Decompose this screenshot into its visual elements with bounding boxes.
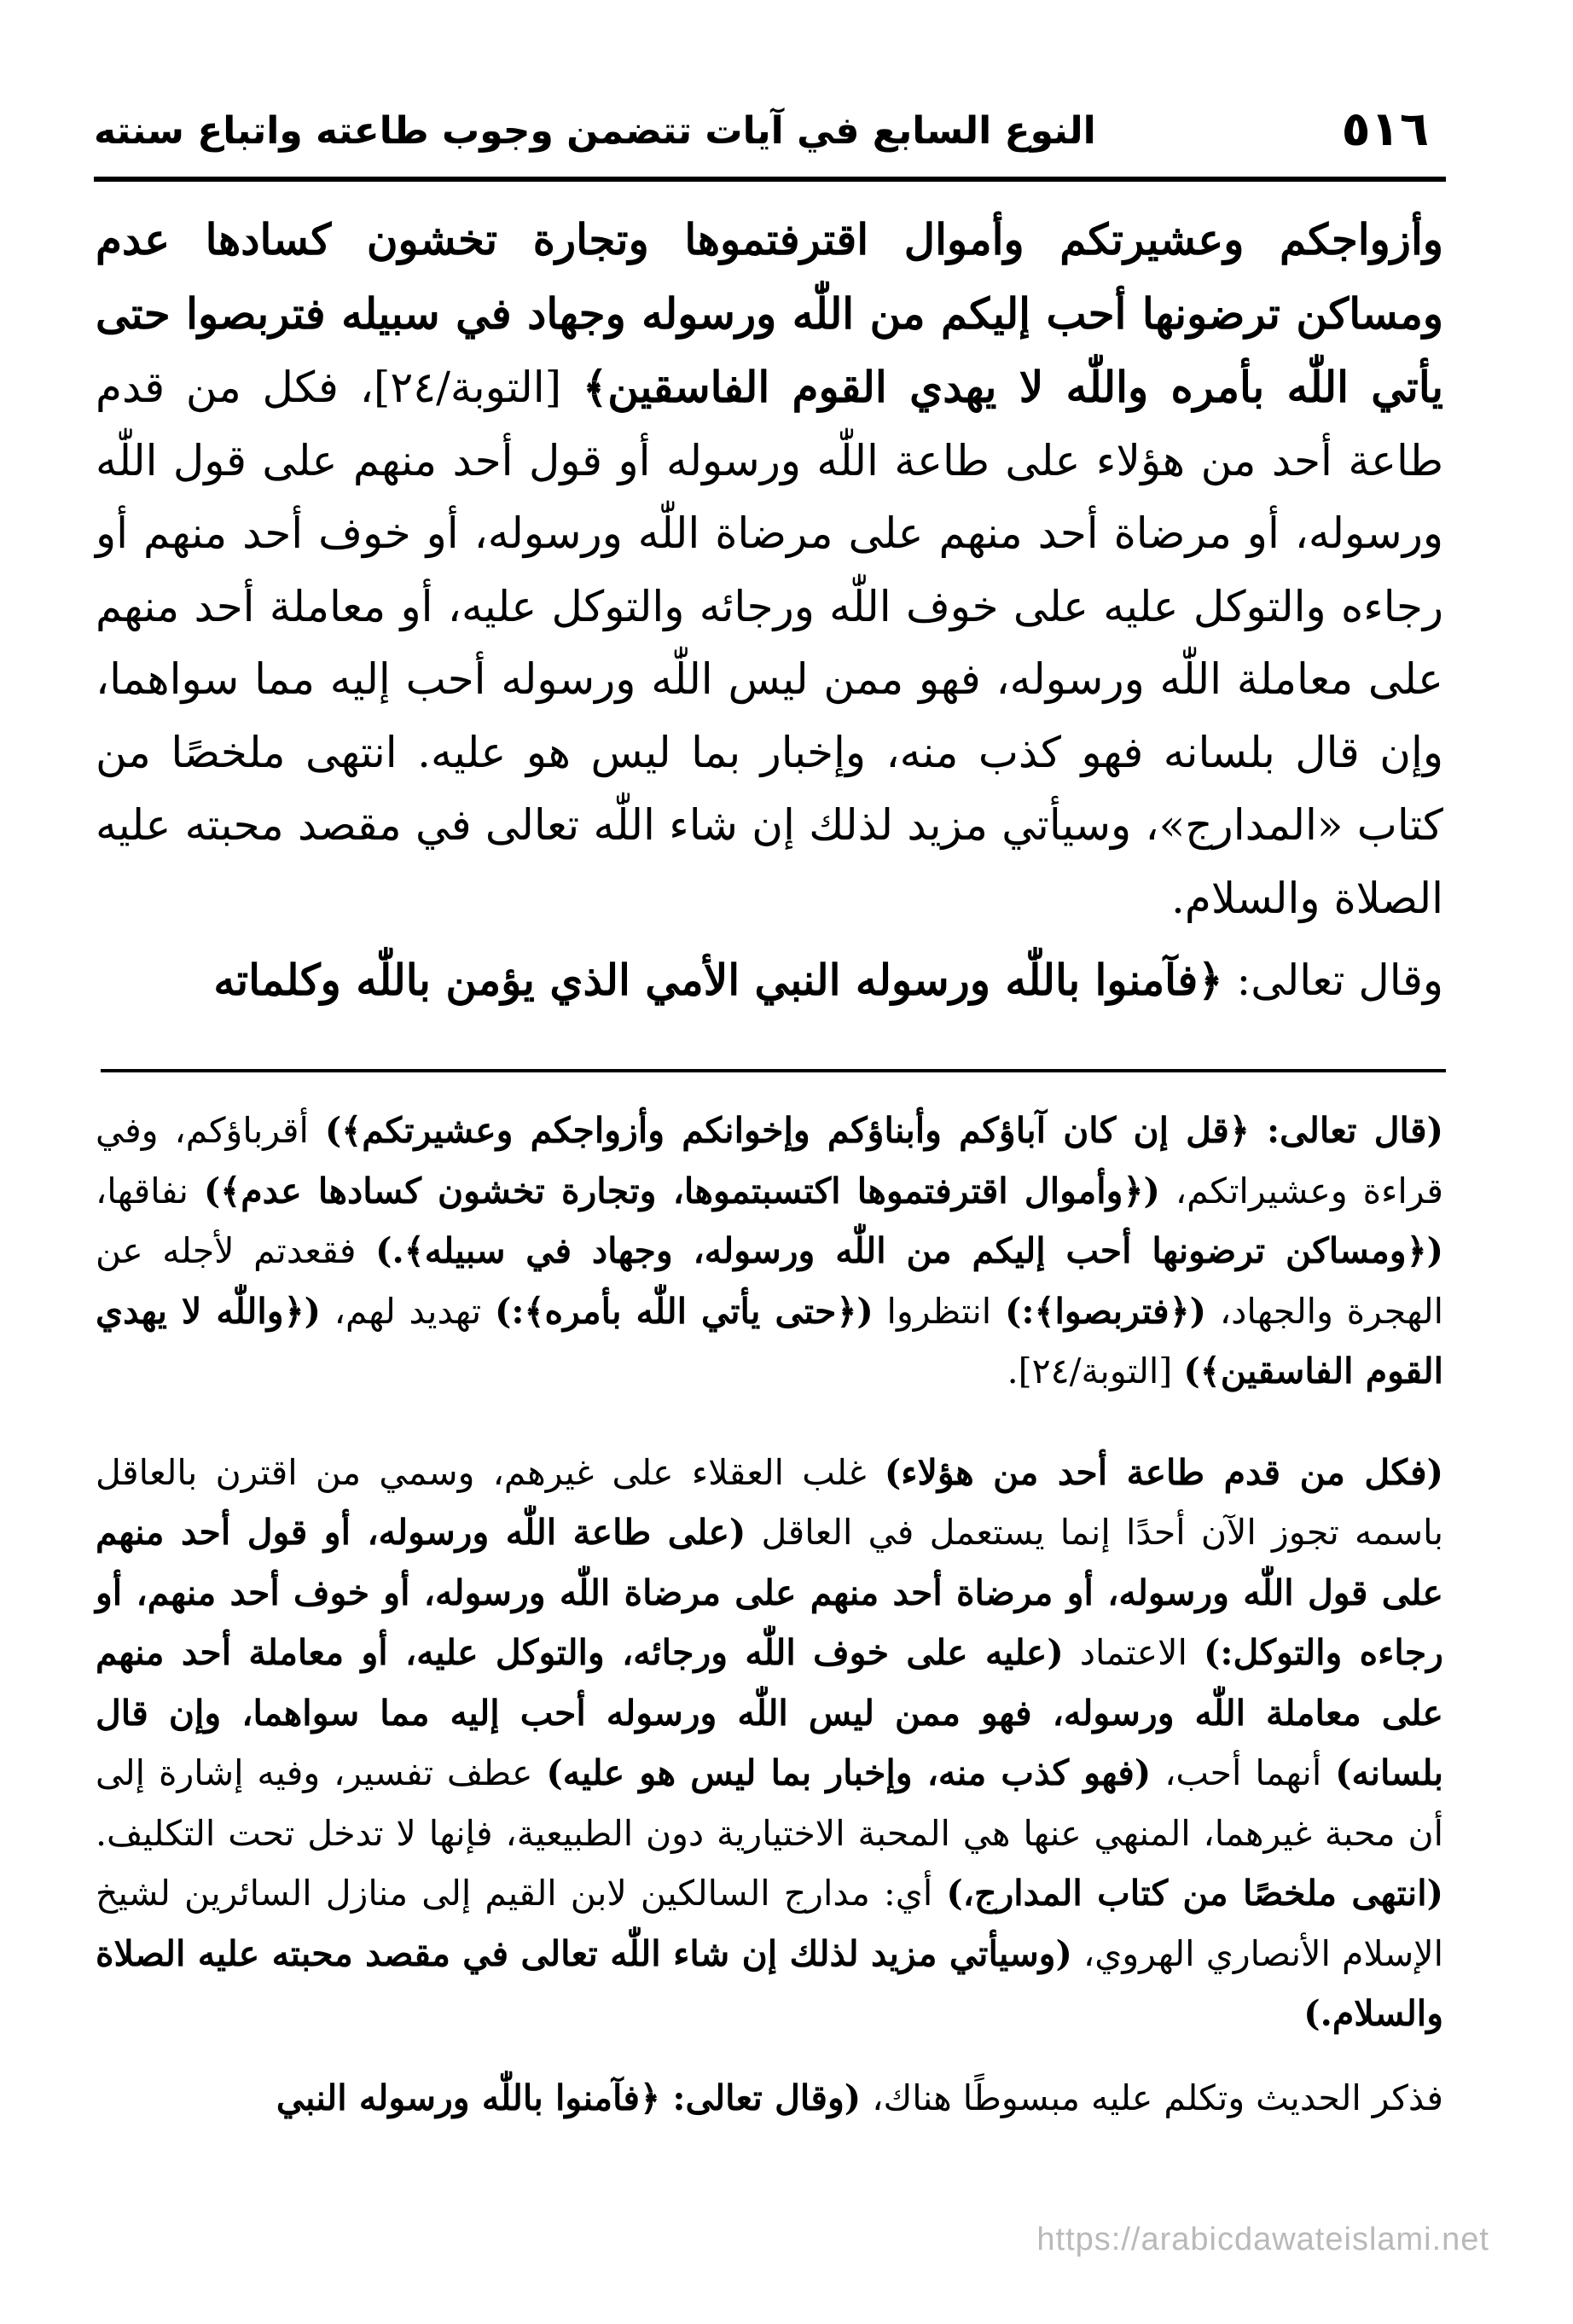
- quran-verse: ﴿فآمنوا باللّٰه ورسوله النبي الأمي الذي يؤمن باللّٰه وكلماته: [213, 955, 1223, 1005]
- main-text: [96, 203, 1443, 1018]
- quoted-text: (﴿فتربصوا﴾:): [1004, 1290, 1207, 1332]
- explanation-text: فقعدتم لأجله عن الهجرة والجهاد،: [96, 1230, 1443, 1332]
- commentary-text: [96, 1101, 1443, 2128]
- quoted-text: (﴿حتى يأتي اللّٰه بأمره﴾:): [494, 1290, 874, 1332]
- quoted-text: (﴿ومساكن ترضونها أحب إليكم من اللّٰه ورسوله، وجهاد في سبيله﴾.): [375, 1230, 1443, 1271]
- quoted-text: (وقال تعالى: ﴿فآمنوا باللّٰه ورسوله النبي: [276, 2077, 862, 2118]
- quoted-text: (وسيأتي مزيد لذلك إن شاء اللّٰه تعالى في مقصد محبته عليه الصلاة والسلام.): [96, 1932, 1443, 2034]
- watermark-url: https://arabicdawateislami.net: [1036, 2222, 1489, 2257]
- main-paragraph: [96, 944, 1443, 1018]
- explanation-text: أنهما أحب،: [1151, 1752, 1336, 1793]
- main-text-run: وقال تعالى:: [1222, 956, 1443, 1005]
- commentary-paragraph: [96, 1101, 1443, 1402]
- explanation-text: غلب العقلاء على غيرهم، وسمي من اقترن بالعاقل باسمه تجوز الآن أحدًا إنما يستعمل في العاقل: [96, 1451, 1443, 1553]
- page-number: ٥١٦: [1341, 102, 1429, 157]
- quoted-text: (قال تعالى: ﴿قل إن كان آباؤكم وأبناؤكم وإخوانكم وأزواجكم وعشيرتكم﴾): [324, 1110, 1443, 1151]
- explanation-text: الاعتماد: [1063, 1632, 1204, 1673]
- commentary-paragraph: [96, 2068, 1443, 2129]
- explanation-text: انتظروا: [873, 1290, 1005, 1332]
- main-paragraph: [96, 203, 1443, 935]
- header-rule: [94, 177, 1446, 182]
- quoted-text: (على طاعة اللّٰه ورسوله، أو قول أحد منهم على قول اللّٰه ورسوله، أو مرضاة أحد منهم على مرضاة اللّٰه ورسوله، أو خوف أحد منهم، أو رجاءه والتوكل:): [96, 1512, 1443, 1673]
- main-text-run: [التوبة/٢٤]، فكل من قدم طاعة أحد من هؤلاء على طاعة اللّٰه ورسوله أو قول أحد منهم على قول اللّٰه ورسوله، أو مرضاة أحد منهم على مرضاة اللّٰه ورسوله، أو خوف أحد منهم أو رجاءه والتوكل عليه على خوف اللّٰه ورجائه والتوكل عليه، أو معاملة أحد منهم على معاملة اللّٰه ورسوله، فهو ممن ليس اللّٰه ورسوله أحب إليه مما سواهما، وإن قال بلسانه فهو كذب منه، وإخبار بما ليس هو عليه. انتهى ملخصًا من كتاب «المدارج»، وسيأتي مزيد لذلك إن شاء اللّٰه تعالى في مقصد محبته عليه الصلاة والسلام.: [96, 363, 1443, 923]
- running-title: النوع السابع في آيات تتضمن وجوب طاعته واتباع سنته: [94, 109, 1096, 153]
- explanation-text: عطف تفسير، وفيه إشارة إلى أن محبة غيرهما، المنهي عنها هي المحبة الاختيارية دون الطبيعية، فإنها لا تدخل تحت التكليف.: [96, 1752, 1443, 1854]
- quoted-text: (فهو كذب منه، وإخبار بما ليس هو عليه): [546, 1752, 1152, 1793]
- quran-verse: وأزواجكم وعشيرتكم وأموال اقترفتموها وتجارة تخشون كسادها عدم ومساكن ترضونها أحب إليكم من اللّٰه ورسوله وجهاد في سبيله فتربصوا حتى يأتي اللّٰه بأمره واللّٰه لا يهدي القوم الفاسقين﴾: [96, 214, 1444, 412]
- explanation-text: أي: مدارج السالكين لابن القيم إلى منازل السائرين لشيخ الإسلام الأنصاري الهروي،: [96, 1873, 1443, 1974]
- explanation-text: أقرباؤكم، وفي قراءة وعشيراتكم،: [96, 1110, 1444, 1211]
- quoted-text: (﴿واللّٰه لا يهدي القوم الفاسقين﴾): [96, 1290, 1443, 1391]
- explanation-text: تهديد لهم،: [321, 1290, 495, 1332]
- page-header: [94, 101, 1446, 169]
- quoted-text: (عليه على خوف اللّٰه ورجائه، والتوكل عليه، أو معاملة أحد منهم على معاملة اللّٰه ورسوله، فهو ممن ليس اللّٰه ورسوله أحب إليه مما سواهما، وإن قال بلسانه): [96, 1632, 1443, 1793]
- quoted-text: (فكل من قدم طاعة أحد من هؤلاء): [884, 1451, 1444, 1493]
- quoted-text: (﴿وأموال اقترفتموها اكتسبتموها، وتجارة تخشون كسادها عدم﴾): [203, 1170, 1160, 1211]
- commentary-paragraph: [96, 1443, 1443, 2044]
- explanation-text: فذكر الحديث وتكلم عليه مبسوطًا هناك،: [861, 2077, 1443, 2118]
- commentary-rule: [101, 1069, 1446, 1072]
- explanation-text: نفاقها،: [96, 1170, 204, 1211]
- explanation-text: [التوبة/٢٤].: [1007, 1351, 1184, 1391]
- quoted-text: (انتهى ملخصًا من كتاب المدارج،): [946, 1873, 1443, 1914]
